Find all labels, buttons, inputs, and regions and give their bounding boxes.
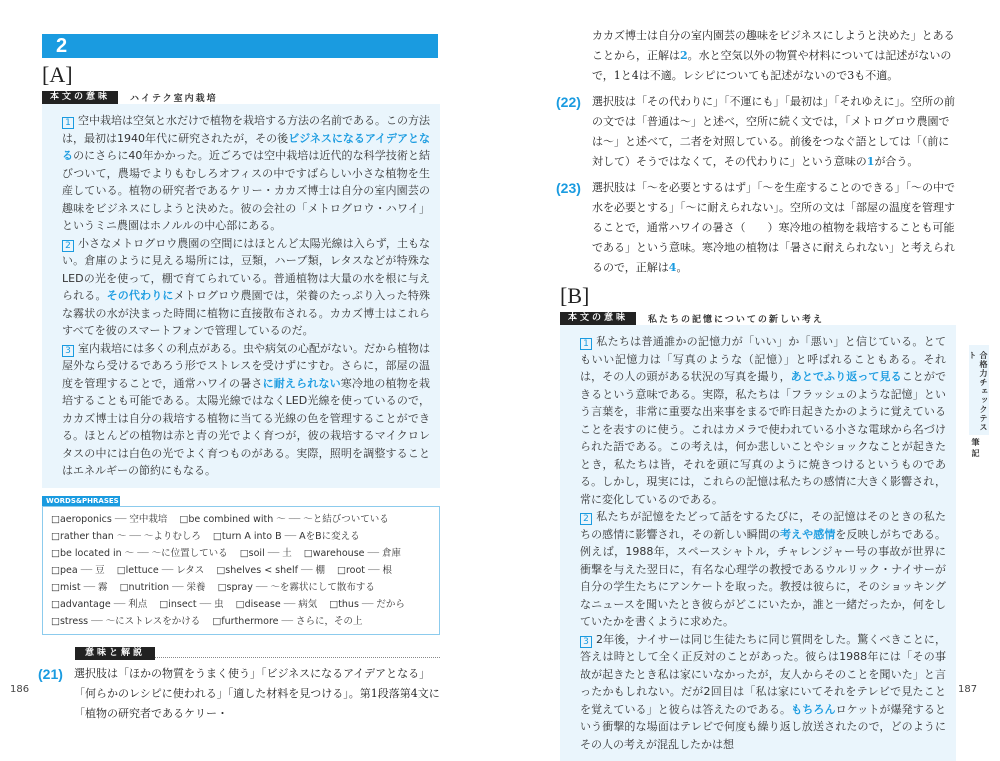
word-item	[304, 545, 401, 562]
dash: ──	[264, 547, 283, 559]
highlight-text: に耐えられない	[262, 376, 341, 390]
dash: ──	[278, 615, 296, 627]
checkbox-icon: □	[212, 615, 222, 627]
dash: ──	[169, 581, 187, 593]
paragraph	[62, 340, 430, 480]
dash: ──	[110, 598, 129, 610]
highlight-text: あとでふり返って見る	[790, 370, 902, 383]
side-tab-section: 筆記	[971, 438, 980, 460]
word-english: be located in ～	[59, 547, 135, 559]
text-segment: ことができるという意味である。実際，私たちは「フラッシュのような記憶」という言葉を，非常に重要な出来事をまるで昨日起きたかのように覚えていることを表すのに使う。これはカメラで使われている小さな電球から名づけられた語である。この考えは，何か悲しいことやショックなことが起きたとき，私たちは皆，それを頭に写真のように焼きつけるというものである。しかし，現実には，これらの記憶は私たちの感情に大きく影響され，常に変化しているのである。	[580, 370, 946, 506]
word-item	[51, 545, 228, 562]
paragraph-number-icon: 3	[580, 636, 592, 648]
words-row	[51, 511, 431, 528]
word-item	[159, 596, 223, 613]
highlight-text: 1	[866, 155, 875, 168]
translation-box-a	[42, 104, 440, 488]
dash: ──	[285, 513, 304, 525]
text-segment: を反映しがちである。例えば，1988年，スペースシャトル，チャレンジャー号の事故が世界に衝撃を与えた翌日に，有名な心理学の教授であるウルリック・ナイサーが自分の学生たちにアンケートを取った。教授は彼らに，そのショッキングなニュースを聞いたとき彼らがどこにいたか，誰と一緒だったか，何をしていたかを書くように求めた。	[580, 527, 946, 628]
word-japanese: だから	[376, 598, 405, 610]
word-english: insect	[168, 598, 197, 610]
words-row	[51, 528, 431, 545]
section-a-heading: [A]	[42, 62, 73, 87]
word-english: shelves < shelf	[225, 564, 298, 576]
checkbox-icon: □	[239, 547, 249, 559]
highlight-text: 4	[668, 261, 677, 274]
word-english: warehouse	[312, 547, 365, 559]
word-japanese: 根	[382, 564, 392, 576]
word-item	[179, 511, 388, 528]
word-japanese: 利点	[128, 598, 148, 610]
highlight-text: 考えや感情	[780, 527, 836, 541]
word-japanese: ～よりむしろ	[143, 530, 201, 542]
text-segment: 選択肢は「～を必要とするはず」「～を生産することのできる」「～の中で水を必要とする」「～に耐えられない」。空所の文は「部屋の温度を管理することで，通常ハワイの暑さ（ ）寒冷地の植物を栽培することも可能である」という意味。寒冷地の植物は「暑さに耐えられない」と考えられるので，正解は	[592, 181, 955, 274]
words-row	[51, 545, 431, 562]
dash: ──	[134, 547, 152, 559]
dash: ──	[111, 513, 130, 525]
dotted-divider	[155, 647, 440, 658]
word-item	[51, 579, 108, 596]
checkbox-icon: □	[51, 564, 60, 576]
section-b-heading: [B]	[560, 283, 590, 308]
dash: ──	[281, 530, 300, 542]
dash: ──	[88, 615, 106, 627]
checkbox-icon: □	[235, 598, 245, 610]
checkbox-icon: □	[336, 564, 346, 576]
word-english: stress	[59, 615, 89, 627]
word-japanese: 空中栽培	[129, 513, 168, 525]
word-item	[218, 579, 375, 596]
meaning-title: 私たちの記憶についての新しい考え	[648, 315, 824, 325]
checkbox-icon: □	[116, 564, 126, 576]
text-segment: 小さなメトログロウ農園の空間にはほとんど太陽光線は入らず，土もない。倉庫のように見える場所には，豆類，ハーブ類，レタスなどが特殊なLEDの光を使って，棚で育てられている。普通植物は大量の水を根に与えられる。	[62, 236, 430, 302]
word-english: soil	[248, 547, 265, 559]
checkbox-icon: □	[303, 547, 313, 559]
dash: ──	[364, 547, 382, 559]
question-number: (22)	[556, 94, 581, 110]
word-item	[51, 596, 147, 613]
checkbox-icon: □	[51, 530, 60, 542]
text-segment: 。	[676, 261, 688, 274]
explain-label: 意味と解説	[75, 647, 155, 660]
text-segment: ロケットが爆発するという衝撃的な場面はテレビで何度も繰り返し放送されたので，どのようにその人の考えが混乱したかは想	[580, 702, 947, 751]
text-segment: メトログロウ農園では，栄養のたっぷり入った特殊な霧状の水が決まった時間に植物に直接散布される。カカズ博士はこれらすべてを彼のスマートフォンで管理しているのだ。	[62, 289, 430, 337]
dash: ──	[252, 581, 271, 593]
words-row	[51, 613, 431, 630]
word-english: lettuce	[125, 564, 159, 576]
text-segment: 。水と空気以外の物質や材料については記述がないので，1と4は不適。レシピについても記述がないので3も不適。	[592, 49, 952, 82]
question-number: (21)	[38, 665, 63, 682]
word-english: aeroponics	[59, 513, 112, 525]
checkbox-icon: □	[329, 598, 339, 610]
text-segment: 寒冷地の植物を栽培することも可能である。太陽光線ではなくLED光線を使っているので，カカズ博士は自分の栽培する植物に当てる光線の色を管理することができる。ほとんどの植物は赤と青の光でよく育つが，彼の栽培するマイクロレタスの中には白色の光でよく育つものがある。実際，照明を調整することはエネルギーの節約にもなる。	[62, 376, 431, 477]
dash: ──	[297, 564, 316, 576]
page-number-right: 187	[958, 684, 978, 695]
meaning-label: 本文の意味	[560, 312, 636, 325]
checkbox-icon: □	[217, 581, 227, 593]
words-phrases-box	[42, 506, 440, 635]
paragraph	[580, 333, 946, 508]
words-row	[51, 579, 431, 596]
word-english: advantage	[59, 598, 111, 610]
paragraph-number-icon: 1	[62, 117, 74, 129]
word-japanese: ～に位置している	[151, 547, 228, 559]
word-japanese: レタス	[176, 564, 205, 576]
word-japanese: ～と結びついている	[303, 513, 389, 525]
word-english: disease	[244, 598, 281, 610]
question-21	[38, 664, 440, 724]
paragraph-number-icon: 1	[580, 338, 592, 350]
highlight-text: もちろん	[791, 702, 836, 716]
word-item	[212, 613, 362, 630]
word-english: pea	[59, 564, 78, 576]
text-segment: のにさらに40年かかった。近ごろでは空中栽培は近代的な科学技術と結びついて，農場でよりもむしろオフィスの中ですばらしい小さな植物を生産している。植物の研究者であるケリー・カカズ博士は自分の室内園芸の趣味をビジネスにしようと決めた。彼の会社の「メトログロウ・ハワイ」というミニ農園はホノルルの中心部にある。	[62, 149, 431, 232]
left-page-column	[38, 34, 440, 724]
text-segment: 室内栽培には多くの利点がある。虫や病気の心配がない。だから植物は屋外なら受けるであろう形でストレスを受けずにすむ。さらに，部屋の温度を管理することで，通常ハワイの暑さ	[62, 341, 430, 390]
meaning-header-a	[42, 91, 440, 104]
highlight-text: 2	[680, 49, 688, 62]
word-japanese: 棚	[315, 564, 325, 576]
words-row	[51, 562, 431, 579]
words-row	[51, 596, 431, 613]
word-english: rather than ～	[59, 530, 127, 542]
word-english: be combined with ～	[188, 513, 286, 525]
paragraph	[62, 235, 430, 340]
word-japanese: 倉庫	[381, 547, 401, 559]
dash: ──	[196, 598, 215, 610]
text-segment: 空中栽培は空気と水だけで植物を栽培する方法の名前である。この方法は，最初は1940年代に研究されたが，その後	[62, 114, 430, 145]
dash: ──	[158, 564, 177, 576]
checkbox-icon: □	[179, 513, 189, 525]
word-item	[337, 562, 392, 579]
question-22	[556, 92, 956, 172]
word-english: turn A into B	[221, 530, 282, 542]
paragraph-number-icon: 2	[580, 513, 592, 525]
word-item	[117, 562, 205, 579]
word-japanese: ～にストレスをかける	[105, 615, 201, 627]
word-japanese: 霧	[98, 581, 108, 593]
highlight-text: ビジネスになるアイデアとなる	[62, 131, 430, 162]
explain-header	[75, 647, 440, 660]
section-number: 2	[56, 35, 68, 57]
word-item	[51, 528, 201, 545]
dash: ──	[365, 564, 383, 576]
checkbox-icon: □	[159, 598, 169, 610]
word-item	[213, 528, 360, 545]
meaning-title: ハイテク室内栽培	[130, 94, 218, 104]
word-japanese: 病気	[298, 598, 318, 610]
dash: ──	[77, 564, 96, 576]
page-number-left: 186	[10, 684, 30, 695]
word-english: root	[345, 564, 365, 576]
translation-box-b	[560, 325, 956, 761]
word-item	[329, 596, 405, 613]
word-japanese: 虫	[214, 598, 224, 610]
checkbox-icon: □	[51, 615, 60, 627]
question-number: (23)	[556, 180, 581, 196]
dash: ──	[80, 581, 99, 593]
word-english: spray	[226, 581, 253, 593]
word-japanese: 豆	[95, 564, 105, 576]
meaning-label: 本文の意味	[42, 91, 118, 104]
question-21-continued	[560, 26, 956, 86]
text-segment: 私たちが記憶をたどって話をするたびに，その記憶はそのときの私たちの感情に影響され，その新しい瞬間の	[580, 510, 946, 541]
text-segment: 2年後，ナイサーは同じ生徒たちに同じ質問をした。驚くべきことに，答えは時として全く正反対のことがあった。彼らは1988年には「その事故が起きたとき私は家にいなかったが，友人からそのことを聞いた」と言ったかもしれない。だが2回目は「私は家にいてそれをテレビで見たことを覚えている」と彼らは答えたのである。	[580, 632, 946, 716]
right-page-column	[556, 26, 956, 761]
word-japanese: ～を霧状にして散布する	[270, 581, 375, 593]
text-segment: が合う。	[874, 155, 919, 168]
word-japanese: AをBに変える	[299, 530, 360, 542]
checkbox-icon: □	[216, 564, 226, 576]
question-23	[556, 178, 956, 278]
highlight-text: その代わりに	[106, 289, 174, 302]
word-item	[120, 579, 206, 596]
meaning-header-b	[560, 312, 956, 325]
side-tab: 合格力チェックテスト	[969, 345, 989, 435]
word-item	[51, 511, 167, 528]
paragraph-number-icon: 3	[62, 345, 74, 357]
checkbox-icon: □	[51, 547, 60, 559]
word-english: furthermore	[221, 615, 279, 627]
word-english: nutrition	[128, 581, 170, 593]
words-phrases-tag: WORDS&PHRASES	[42, 496, 120, 506]
word-japanese: さらに，その上	[296, 615, 363, 627]
text-segment: 選択肢は「その代わりに」「不運にも」「最初は」「それゆえに」。空所の前の文では「普通は～」と述べ，空所に続く文では，「メトログロウ農園では～」と述べて，二者を対照している。前後をつなぐ語としては「（前に対して）そうではなくて，その代わりに」という意味の	[592, 95, 955, 168]
paragraph	[580, 508, 946, 631]
section-number-bar	[42, 34, 438, 58]
word-item	[236, 596, 318, 613]
dash: ──	[358, 598, 377, 610]
word-item	[216, 562, 325, 579]
text-segment: カカズ博士は自分の室内園芸の趣味をビジネスにしようと決めた」とあることから，正解は	[592, 29, 955, 62]
word-japanese: 栄養	[186, 581, 206, 593]
paragraph-number-icon: 2	[62, 240, 74, 252]
text-segment: 私たちは普通誰かの記憶力が「いい」か「悪い」と信じている。とてもいい記憶力は「写真のような（記憶）」と呼ばれることもある。それは，その人の頭がある状況の写真を撮り，	[580, 335, 946, 383]
paragraph	[62, 112, 430, 235]
word-item	[51, 613, 200, 630]
checkbox-icon: □	[51, 513, 60, 525]
checkbox-icon: □	[119, 581, 129, 593]
checkbox-icon: □	[51, 598, 60, 610]
dash: ──	[126, 530, 144, 542]
checkbox-icon: □	[212, 530, 222, 542]
word-item	[240, 545, 292, 562]
word-japanese: 土	[282, 547, 292, 559]
dash: ──	[280, 598, 299, 610]
question-text: 選択肢は「ほかの物質をうまく使う」「ビジネスになるアイデアとなる」「何らかのレシピに使われる」「適した材料を見つける」。第1段落第4文に「植物の研究者であるケリー・	[74, 666, 440, 720]
word-english: thus	[338, 598, 359, 610]
word-item	[51, 562, 105, 579]
checkbox-icon: □	[51, 581, 60, 593]
paragraph	[580, 631, 946, 754]
word-english: mist	[59, 581, 81, 593]
